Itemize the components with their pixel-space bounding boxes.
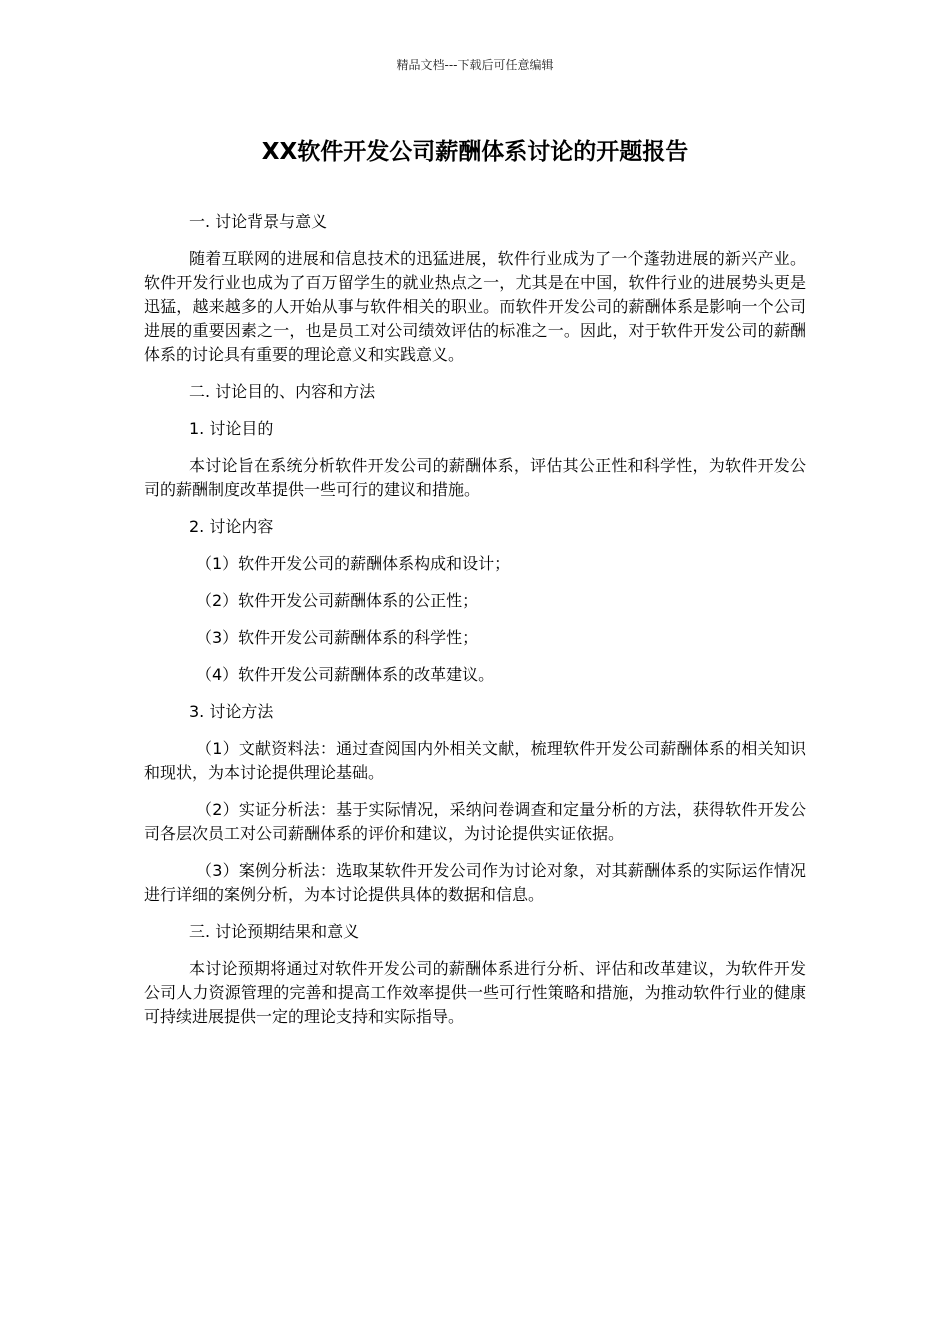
header-note: 精品文档---下载后可任意编辑 (396, 58, 554, 72)
content-item: （3）软件开发公司薪酬体系的科学性； (196, 628, 479, 647)
method-item: （1）文献资料法：通过查阅国内外相关文献，梳理软件开发公司薪酬体系的相关知识和现状，为本讨论提供理论基础。 (144, 739, 806, 782)
content-item: （4）软件开发公司薪酬体系的改革建议。 (196, 665, 495, 684)
content-heading: 2. 讨论内容 (189, 517, 274, 536)
section-3-paragraph: 本讨论预期将通过对软件开发公司的薪酬体系进行分析、评估和改革建议，为软件开发公司人力资源管理的完善和提高工作效率提供一些可行性策略和措施，为推动软件行业的健康可持续进展提供一定的理论支持和实际指导。 (144, 959, 806, 1026)
purpose-paragraph: 本讨论旨在系统分析软件开发公司的薪酬体系，评估其公正性和科学性，为软件开发公司的薪酬制度改革提供一些可行的建议和措施。 (144, 456, 806, 499)
section-1-heading: 一. 讨论背景与意义 (189, 212, 328, 231)
document-body (144, 210, 806, 1042)
method-heading: 3. 讨论方法 (189, 702, 274, 721)
content-item: （1）软件开发公司的薪酬体系构成和设计； (196, 554, 511, 573)
content-item: （2）软件开发公司薪酬体系的公正性； (196, 591, 479, 610)
document-title: XX软件开发公司薪酬体系讨论的开题报告 (261, 139, 689, 165)
section-3-heading: 三. 讨论预期结果和意义 (189, 922, 360, 941)
section-2-heading: 二. 讨论目的、内容和方法 (189, 382, 376, 401)
purpose-heading: 1. 讨论目的 (189, 419, 274, 438)
method-item: （3）案例分析法：选取某软件开发公司作为讨论对象，对其薪酬体系的实际运作情况进行详细的案例分析，为本讨论提供具体的数据和信息。 (144, 861, 806, 904)
method-item: （2）实证分析法：基于实际情况，采纳问卷调查和定量分析的方法，获得软件开发公司各层次员工对公司薪酬体系的评价和建议，为讨论提供实证依据。 (144, 800, 806, 843)
section-1-paragraph: 随着互联网的进展和信息技术的迅猛进展，软件行业成为了一个蓬勃进展的新兴产业。软件开发行业也成为了百万留学生的就业热点之一，尤其是在中国，软件行业的进展势头更是迅猛，越来越多的人开始从事与软件相关的职业。而软件开发公司的薪酬体系是影响一个公司进展的重要因素之一，也是员工对公司绩效评估的标准之一。因此，对于软件开发公司的薪酬体系的讨论具有重要的理论意义和实践意义。 (144, 249, 806, 364)
